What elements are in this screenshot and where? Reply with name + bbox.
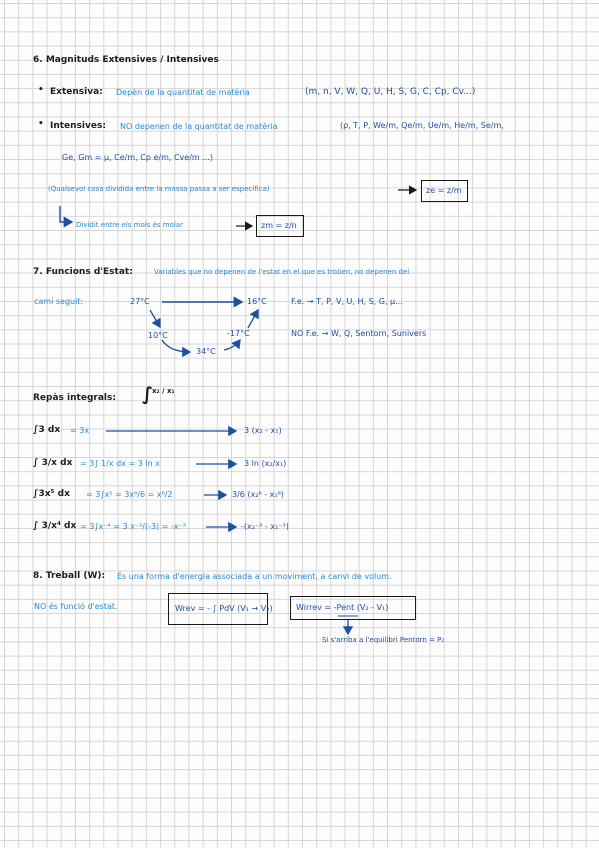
integral-symbol: ∫ [142,384,153,405]
integral-2-result: 3 ln (x₂/x₁) [244,459,287,468]
intensives-list-line2: Ge, Gm = μ, Ce/m, Cp e/m, Cve/m ...) [62,153,213,162]
non-state-functions-list: NO F.e. → W, Q, Sentorn, Sunivers [291,329,427,338]
arrow-10-34 [162,340,190,352]
temp-27: 27°C [130,297,150,306]
section-8-description: És una forma d'energia associada a un moviment, a canvi de volum. [117,572,392,581]
integral-3-result: 3/6 (x₂⁶ - x₁⁶) [232,490,284,499]
box-wirrev [290,596,416,620]
not-state-function: NO és funció d'estat. [34,602,118,611]
integral-1-middle: = 3x [70,426,90,435]
section-7-title: 7. Funcions d'Estat: [33,267,133,277]
formula-wrev: Wrev = - ∫ PdV (V₁ → V₂) [175,604,273,613]
formula-wirrev: Wirrev = -Pent (V₂ - V₁) [296,603,389,612]
bullet-intensives: • [38,119,44,129]
integral-2-middle: = 3∫ 1/x dx = 3 ln x [80,459,160,468]
section-7-description-line2: camí seguit: [34,297,84,306]
integral-limits: x₂ / x₁ [152,387,175,395]
intensives-list-line1: (ρ, T, P, We/m, Qe/m, Ue/m, He/m, Se/m, [340,121,504,130]
section-6-title: 6. Magnituds Extensives / Intensives [33,55,219,65]
integral-1-result: 3 (x₂ - x₁) [244,426,282,435]
note-mol: Dividit entre els mols és molar [76,221,183,229]
box-molar [256,215,304,237]
temp-10: 10°C [148,331,168,340]
intensives-label: Intensives: [50,121,106,131]
bullet-extensiva: • [38,85,44,95]
integral-1-left: ∫3 dx [33,425,61,435]
intensives-description: NO depenen de la quantitat de matèria [120,122,278,131]
state-functions-list: F.e. → T, P, V, U, H, S, G, μ... [291,297,403,306]
extensiva-description: Depèn de la quantitat de matèria [116,88,250,97]
integral-4-result: -(x₂⁻³ - x₁⁻³) [241,522,289,531]
arrow-34-m17 [224,340,240,350]
integral-4-middle: = 3∫x⁻⁴ = 3 x⁻³/(-3) = -x⁻³ [80,522,187,531]
integral-4-left: ∫ 3/x⁴ dx [33,521,77,531]
equilibrium-note: Si s'arriba a l'equilibri Pentorn = P₂ [322,636,445,644]
section-7-description-line1: Variables que no depenen de l'estat en el que es troben, no depenen del [154,268,410,276]
curved-arrow-mol [60,206,72,222]
integral-3-middle: = 3∫x⁵ = 3x⁶/6 = x⁶/2 [86,490,173,499]
integral-2-left: ∫ 3/x dx [33,458,73,468]
formula-zm: zm = z/n [261,221,297,230]
temp-minus-17: -17°C [227,329,250,338]
extensiva-label: Extensiva: [50,87,103,97]
integrals-title: Repàs integrals: [33,393,116,403]
note-mass: (Qualsevol cosa dividida entre la massa passa a ser específica) [48,185,270,193]
formula-ze: ze = z/m [426,186,462,195]
integral-3-left: ∫3x⁵ dx [33,489,70,499]
box-wrev [168,593,273,625]
extensiva-list: (m, n, V, W, Q, U, H, S, G, C, Cp, Cv...) [305,87,476,97]
section-8-title: 8. Treball (W): [33,571,106,581]
temp-16: 16°C [247,297,267,306]
temp-34: 34°C [196,347,216,356]
arrow-m17-16 [248,310,258,328]
arrow-27-10 [150,310,160,327]
box-specific [421,180,468,202]
